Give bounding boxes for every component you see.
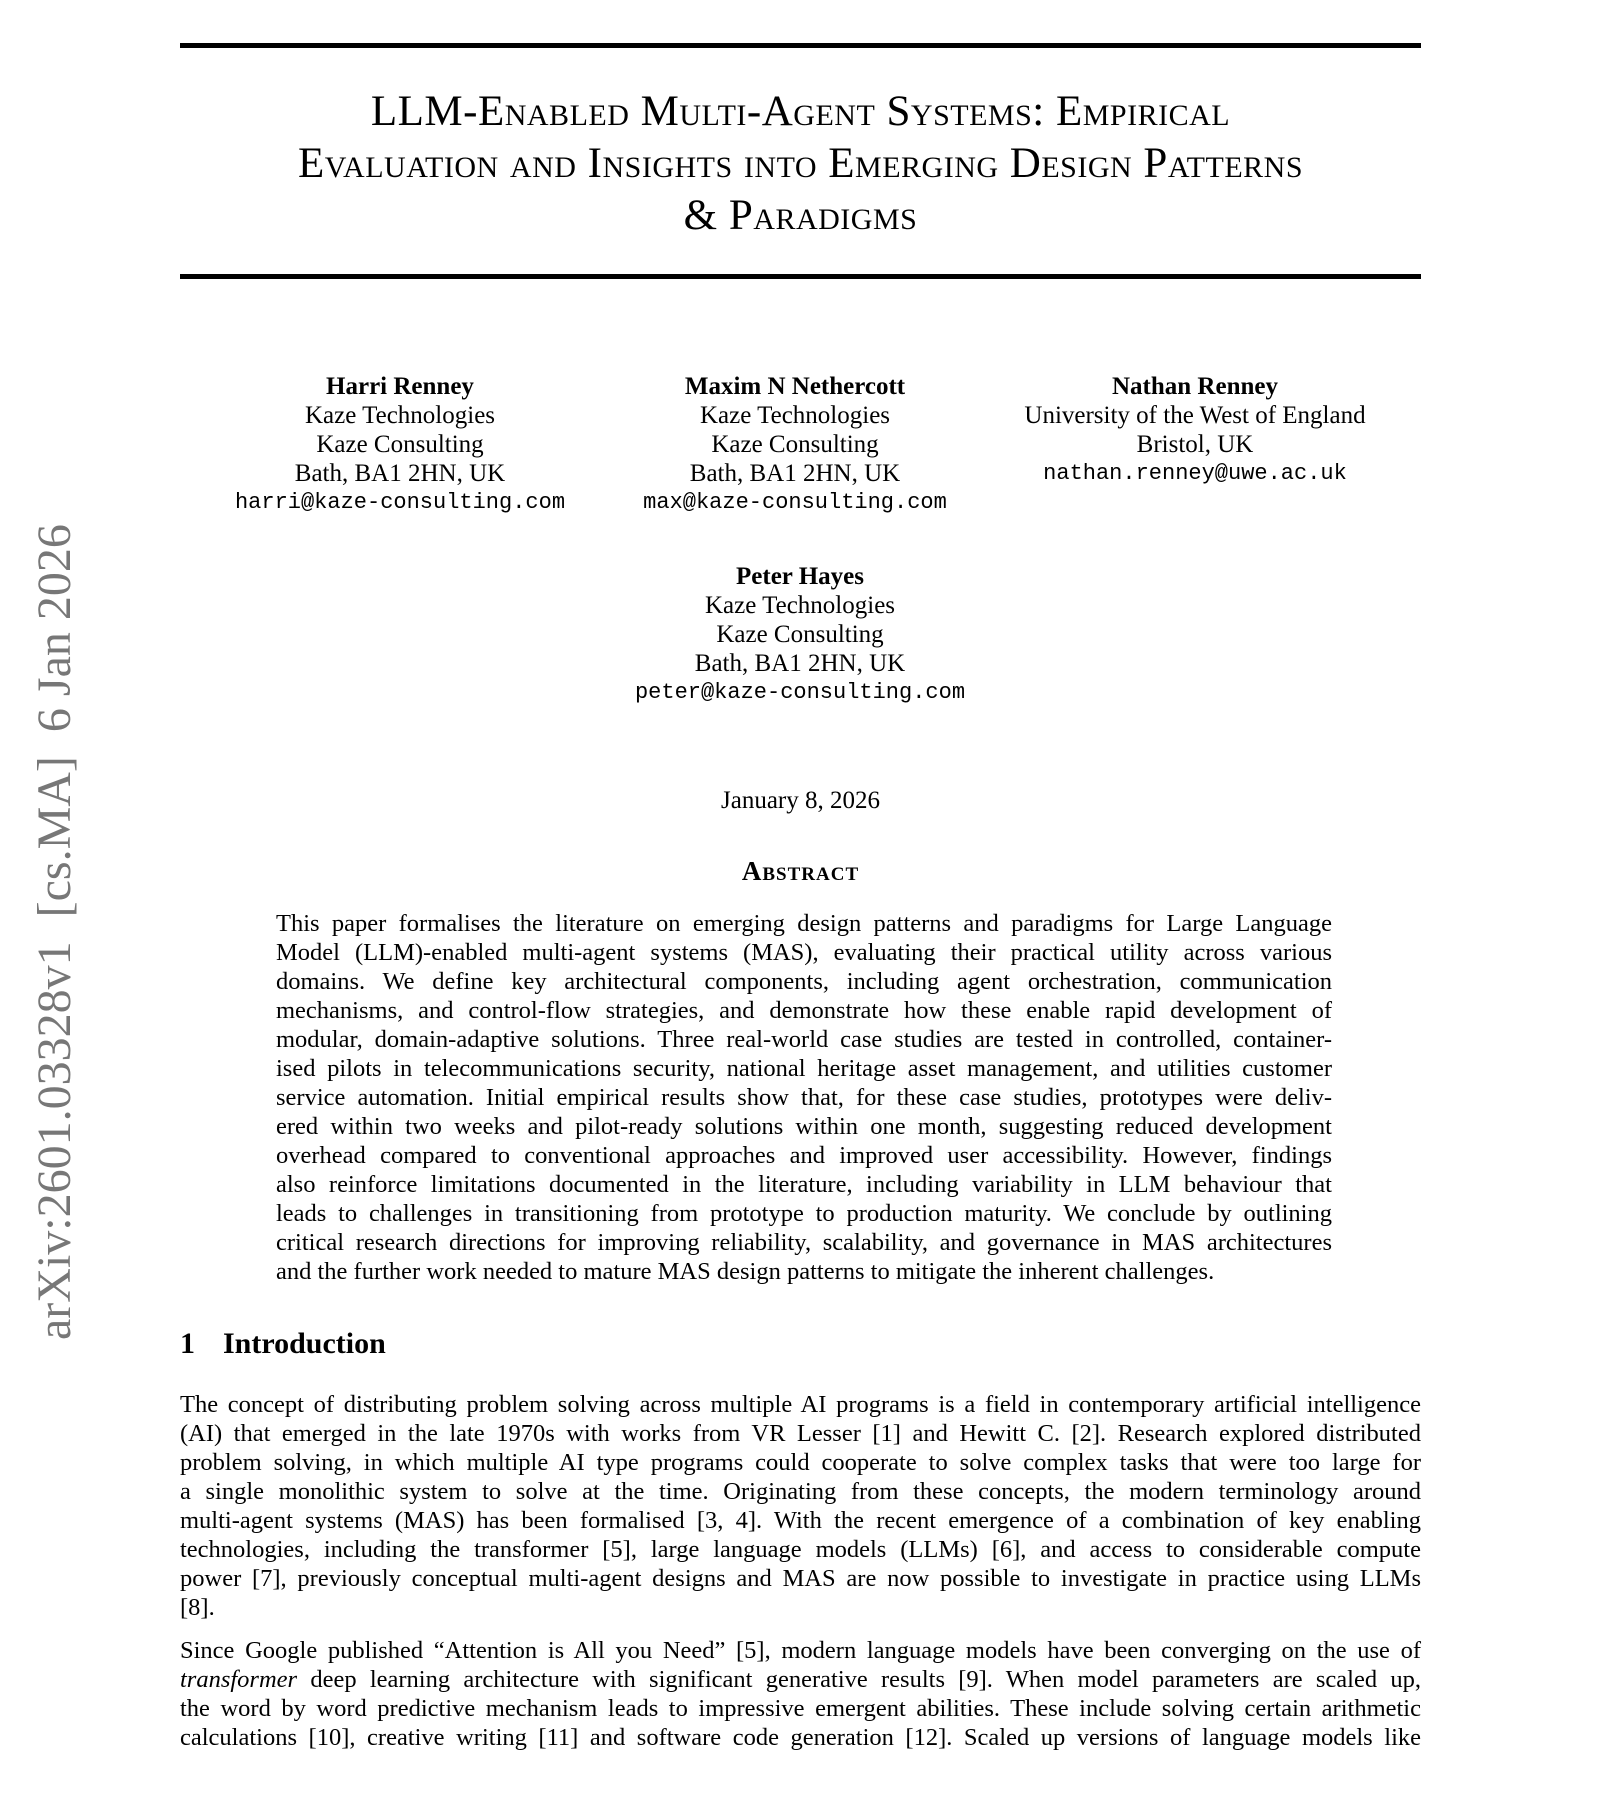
- section-number: 1: [180, 1327, 195, 1360]
- author-address: Bath, BA1 2HN, UK: [294, 460, 506, 487]
- paragraph-line: a single monolithic system to solve at the time. Originating from these concepts, the modern terminology around: [180, 1478, 1421, 1505]
- paragraph-line: power [7], previously conceptual multi-agent designs and MAS are now possible to investigate in practice using LLMs: [180, 1565, 1421, 1592]
- paragraph-line: the word by word predictive mechanism leads to impressive emergent abilities. These include solving certain arithmetic: [180, 1695, 1421, 1722]
- paragraph-line: Since Google published “Attention is All you Need” [5], modern language models have been converging on the use of: [180, 1637, 1421, 1664]
- author-email: max@kaze-consulting.com: [643, 490, 947, 515]
- author-affiliation: Kaze Technologies: [699, 402, 891, 429]
- paper-title: [180, 86, 1421, 242]
- author-affiliation: Kaze Technologies: [304, 402, 496, 429]
- paper-date: January 8, 2026: [721, 787, 880, 814]
- title-line-1: LLM-Enabled Multi-Agent Systems: Empirical: [370, 88, 1231, 135]
- author-affiliation: Kaze Technologies: [704, 592, 896, 619]
- author-affiliation: Kaze Consulting: [716, 621, 884, 648]
- paragraph-line: [180, 1665, 1421, 1694]
- author-affiliation: Kaze Consulting: [711, 431, 879, 458]
- section-heading-introduction: [180, 1327, 386, 1361]
- abstract-line: This paper formalises the literature on emerging design patterns and paradigms for Large Language: [276, 910, 1332, 937]
- paragraph-line-rest: deep learning architecture with significant generative results [9]. When model parameters are scaled up,: [297, 1666, 1421, 1693]
- author-name: Maxim N Nethercott: [684, 373, 906, 400]
- abstract-line: leads to challenges in transitioning from prototype to production maturity. We conclude by outlining: [276, 1200, 1332, 1227]
- author-address: Bath, BA1 2HN, UK: [694, 650, 906, 677]
- title-rule-top: [180, 43, 1421, 48]
- paragraph-line: calculations [10], creative writing [11] and software code generation [12]. Scaled up versions of language models like: [180, 1724, 1421, 1751]
- intro-paragraph-2: [180, 1636, 1421, 1752]
- author-email: harri@kaze-consulting.com: [234, 490, 566, 515]
- abstract-body: [276, 909, 1332, 1286]
- author-address: Bath, BA1 2HN, UK: [689, 460, 901, 487]
- paragraph-line: technologies, including the transformer [5], large language models (LLMs) [6], and access to considerable compute: [180, 1536, 1421, 1563]
- italic-term: transformer: [180, 1666, 298, 1693]
- author-name: Nathan Renney: [1112, 373, 1278, 400]
- author-block: [620, 562, 980, 707]
- title-line-3: & Paradigms: [683, 192, 918, 239]
- abstract-line: ised pilots in telecommunications security, national heritage asset management, and utilities customer: [276, 1055, 1332, 1082]
- abstract-line: also reinforce limitations documented in the literature, including variability in LLM behaviour that: [276, 1171, 1332, 1198]
- abstract-line: service automation. Initial empirical results show that, for these case studies, prototypes were deliv-: [276, 1084, 1332, 1111]
- author-email: peter@kaze-consulting.com: [634, 680, 966, 705]
- arxiv-date: 6 Jan 2026: [28, 524, 81, 733]
- author-name: Peter Hayes: [736, 563, 864, 590]
- author-name: Harri Renney: [326, 373, 474, 400]
- arxiv-category: [cs.MA]: [28, 756, 81, 918]
- abstract-line: overhead compared to conventional approaches and improved user accessibility. However, findings: [276, 1142, 1332, 1169]
- author-email: nathan.renney@uwe.ac.uk: [1043, 461, 1347, 486]
- title-line-2: Evaluation and Insights into Emerging Design Patterns: [297, 140, 1304, 187]
- abstract-line: mechanisms, and control-flow strategies, and demonstrate how these enable rapid development of: [276, 997, 1332, 1024]
- abstract-line: Model (LLM)-enabled multi-agent systems (MAS), evaluating their practical utility across various: [276, 939, 1332, 966]
- author-block: [615, 372, 975, 517]
- paragraph-line: (AI) that emerged in the late 1970s with works from VR Lesser [1] and Hewitt C. [2]. Research explored distributed: [180, 1420, 1421, 1447]
- arxiv-sidebar-stamp: [25, 460, 85, 1340]
- paragraph-line: [8].: [180, 1594, 215, 1621]
- abstract-line: modular, domain-adaptive solutions. Three real-world case studies are tested in controlled, container-: [276, 1026, 1332, 1053]
- abstract-heading: Abstract: [741, 856, 860, 886]
- abstract-line: domains. We define key architectural components, including agent orchestration, communication: [276, 968, 1332, 995]
- author-block: [220, 372, 580, 517]
- title-rule-bottom: [180, 274, 1421, 279]
- paragraph-line: problem solving, in which multiple AI type programs could cooperate to solve complex tasks that were too large for: [180, 1449, 1421, 1476]
- abstract-line: and the further work needed to mature MAS design patterns to mitigate the inherent challenges.: [276, 1258, 1215, 1285]
- paragraph-line: multi-agent systems (MAS) has been formalised [3, 4]. With the recent emergence of a combination of key enabling: [180, 1507, 1421, 1534]
- intro-paragraph-1: [180, 1390, 1421, 1622]
- arxiv-id: arXiv:2601.03328v1: [28, 941, 81, 1340]
- abstract-line: ered within two weeks and pilot-ready solutions within one month, suggesting reduced development: [276, 1113, 1332, 1140]
- author-address: Bristol, UK: [1136, 431, 1254, 458]
- abstract-line: critical research directions for improving reliability, scalability, and governance in MAS architectures: [276, 1229, 1332, 1256]
- author-affiliation: University of the West of England: [1024, 402, 1366, 429]
- author-block: [995, 372, 1395, 488]
- author-affiliation: Kaze Consulting: [316, 431, 484, 458]
- section-title: Introduction: [223, 1327, 386, 1360]
- paragraph-line: The concept of distributing problem solving across multiple AI programs is a field in contemporary artificial intelligence: [180, 1391, 1421, 1418]
